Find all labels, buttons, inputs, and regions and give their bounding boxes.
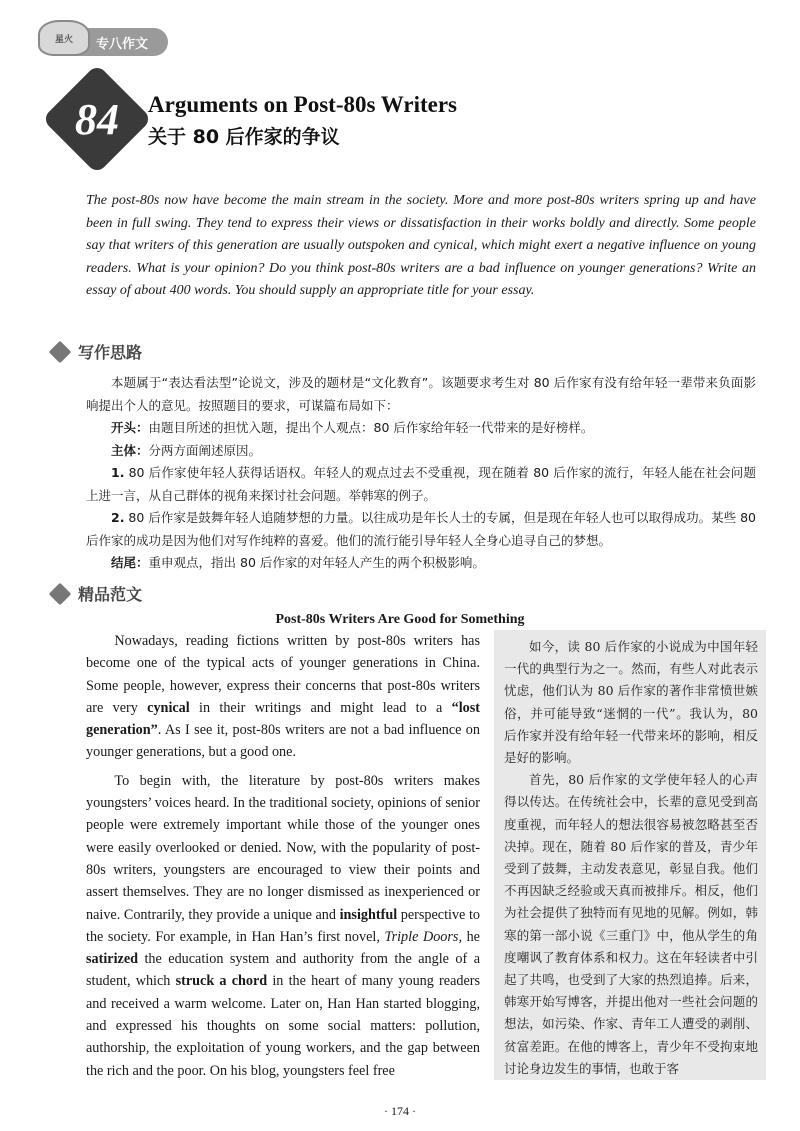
outline-body-text: 分两方面阐述原因。: [148, 442, 262, 458]
writing-outline: [86, 372, 756, 575]
outline-point-2: [86, 507, 756, 552]
translation-paragraph-1: 如今，读 80 后作家的小说成为中国年轻一代的典型行为之一。然而，有些人对此表示忧虑，他们认为 80 后作家的著作非常愤世嫉俗，并可能导致“迷惘的一代”。我认为，80 后作家并没有给年轻一代带来坏的影响，相反是好的影响。: [504, 639, 758, 766]
section-label: 专八作文: [96, 36, 149, 52]
essay-english: [86, 630, 480, 1082]
essay-text: . As I see it, post-80s writers are not a bad influence on younger generations, but a good one.: [86, 722, 480, 761]
unit-number: 84: [75, 94, 119, 144]
model-essay-heading-text: 精品范文: [78, 585, 143, 604]
book-title: Triple Doors,: [384, 928, 462, 945]
essay-text: the education system and authority from the angle of a student, which: [86, 951, 480, 990]
page-number: · 174 ·: [384, 1104, 416, 1118]
essay-text: he: [462, 928, 480, 945]
essay-chinese-translation: [494, 630, 766, 1080]
outline-closing: [86, 552, 756, 575]
essay-keyword: “lost generation”: [86, 699, 480, 739]
model-essay-heading: [48, 582, 142, 605]
essay-text: in the heart of many young readers and received a warm welcome. Later on, Han Han started blogging, and expressed his thoughts on some social matters: pollution, authorship, the exploitation of young workers, and the gap between the rich and the poor. On his blog, youngsters feel free: [86, 973, 480, 1079]
outline-opening-label: 开头：: [111, 420, 149, 435]
essay-text: Nowadays, reading fictions written by post-80s writers has become one of the typical acts of younger generations in China. Some people, however, express their concerns that post-80s writers are very: [86, 633, 480, 716]
essay-paragraph-1: [86, 630, 480, 764]
outline-point-1-label: 1.: [111, 465, 125, 480]
page-title-cn: 关于 80 后作家的争议: [148, 126, 340, 148]
header-tab: [48, 28, 168, 56]
outline-heading-text: 写作思路: [78, 343, 143, 362]
essay-text: To begin with, the literature by post-80s writers makes youngsters’ voices heard. In the traditional society, opinions of senior people were extremely important while those of the younger ones were easily overlooked or denied. Now, with the popularity of post-80s writers, youngsters are encouraged to view their points and assert themselves. They are no longer dismissed as inexperienced or naive. Contrarily, they provide a unique and: [86, 772, 480, 923]
essay-text: perspective to the society. For example, in Han Han’s first novel,: [86, 906, 480, 945]
diamond-bullet-icon: [49, 582, 72, 605]
outline-point-2-label: 2.: [111, 510, 125, 525]
translation-paragraph-2: 首先，80 后作家的文学使年轻人的心声得以传达。在传统社会中，长辈的意见受到高度重视，而年轻人的想法很容易被忽略甚至否决掉。现在，随着 80 后作家的普及，青少年受到了鼓舞，主动发表意见，彰显自我。他们不再因缺乏经验或天真而被排斥。相反，他们为社会提供了独特而有见地的见解。例如，韩寒的第一部小说《三重门》中，他从学生的角度嘲讽了教育体系和权力。这在年轻读者中引起了共鸣，也受到了大家的热烈追捧。后来，韩寒开始写博客，并提出他对一些社会问题的想法，如污染、作家、青年工人遭受的剥削、贫富差距。在他的博客上，青少年不受拘束地讨论身边发生的事情，也敢于客: [504, 772, 758, 1076]
outline-point-1-text: 80 后作家使年轻人获得话语权。年轻人的观点过去不受重视，现在随着 80 后作家的流行，年轻人能在社会问题上进一言，从自己群体的视角来探讨社会问题。举韩寒的例子。: [86, 465, 756, 503]
publisher-logo: [38, 20, 90, 56]
page-title-en: Arguments on Post-80s Writers: [148, 92, 457, 117]
essay-keyword: satirized: [86, 951, 139, 968]
outline-body-label: 主体：: [111, 442, 149, 458]
outline-intro: 本题属于“表达看法型”论说文，涉及的题材是“文化教育”。该题要求考生对 80 后作家有没有给年轻一辈带来负面影响提出个人的意见。按照题目的要求，可谋篇布局如下：: [86, 375, 756, 413]
outline-body: [86, 440, 756, 463]
essay-prompt: The post-80s now have become the main stream in the society. More and more post-80s writers spring up and have been in full swing. They tend to express their views or dissatisfaction in their works boldly and directly. Some people say that writers of this generation are usually outspoken and cynical, which might exert a negative influence on young readers. What is your opinion? Do you think post-80s writers are a bad influence on younger generations? Write an essay of about 400 words. You should supply an appropriate title for your essay.: [86, 193, 756, 298]
essay-title: Post-80s Writers Are Good for Something: [275, 612, 525, 627]
outline-heading: [48, 340, 142, 363]
essay-keyword: struck a chord: [175, 973, 268, 990]
outline-point-1: [86, 462, 756, 507]
outline-point-2-text: 80 后作家是鼓舞年轻人追随梦想的力量。以往成功是年长人士的专属，但是现在年轻人也可以取得成功。某些 80 后作家的成功是因为他们对写作纯粹的喜爱。他们的流行能引导年轻人全身心追寻自己的梦想。: [86, 510, 756, 548]
essay-keyword: cynical: [147, 699, 190, 716]
outline-opening-text: 由题目所述的担忧入题，提出个人观点：80 后作家给年轻一代带来的是好榜样。: [148, 420, 594, 435]
essay-text: in their writings and might lead to a: [189, 699, 452, 716]
outline-opening: [86, 417, 756, 440]
logo-text: 星火: [54, 33, 73, 44]
diamond-bullet-icon: [49, 340, 72, 363]
essay-keyword: insightful: [339, 906, 398, 923]
outline-closing-text: 重申观点，指出 80 后作家的对年轻人产生的两个积极影响。: [148, 555, 485, 570]
essay-paragraph-2: [86, 770, 480, 1082]
outline-closing-label: 结尾：: [111, 555, 149, 570]
